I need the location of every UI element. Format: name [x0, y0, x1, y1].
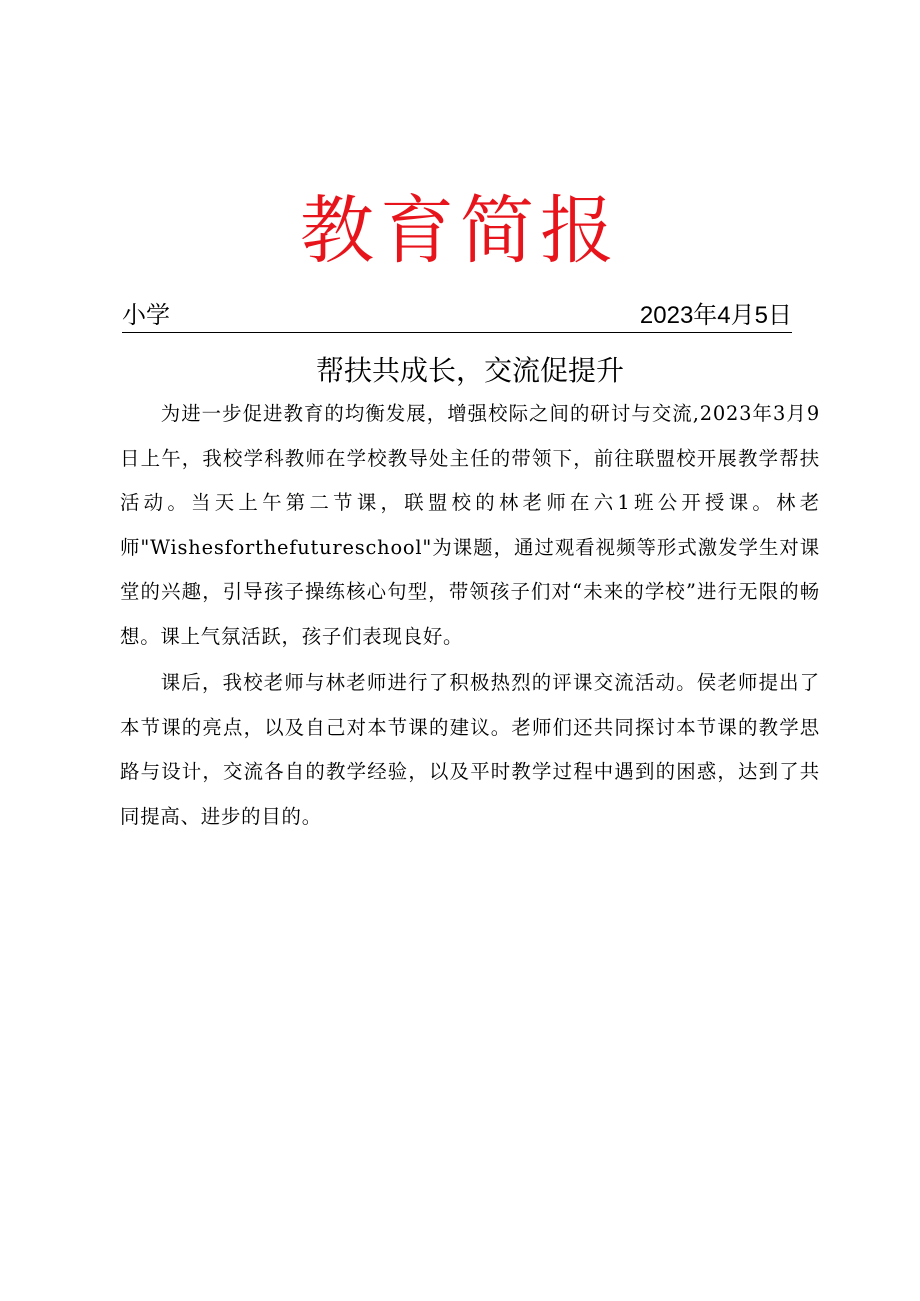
- school-name: 小学: [122, 302, 170, 329]
- masthead-title: 教育简报: [300, 188, 620, 274]
- article-paragraph: 为进一步促进教育的均衡发展，增强校际之间的研讨与交流,2023年3月9日上午，我校学科教师在学校教导处主任的带领下，前往联盟校开展教学帮扶活动。当天上午第二节课，联盟校的林老师在六1班公开授课。林老师"Wishesforthefutureschool"为课题，通过观看视频等形式激发学生对课堂的兴趣，引导孩子操练核心句型，带领孩子们对“未来的学校”进行无限的畅想。课上气氛活跃，孩子们表现良好。: [120, 402, 820, 648]
- issue-date: 2023年4月5日: [639, 302, 792, 329]
- article-headline: 帮扶共成长，交流促提升: [315, 354, 624, 387]
- article-body: [120, 392, 820, 839]
- article-paragraph: 课后，我校老师与林老师进行了积极热烈的评课交流活动。侯老师提出了本节课的亮点，以及自己对本节课的建议。老师们还共同探讨本节课的教学思路与设计，交流各自的教学经验，以及平时教学过程中遇到的困惑，达到了共同提高、进步的目的。: [120, 671, 820, 828]
- dateline: [122, 300, 792, 333]
